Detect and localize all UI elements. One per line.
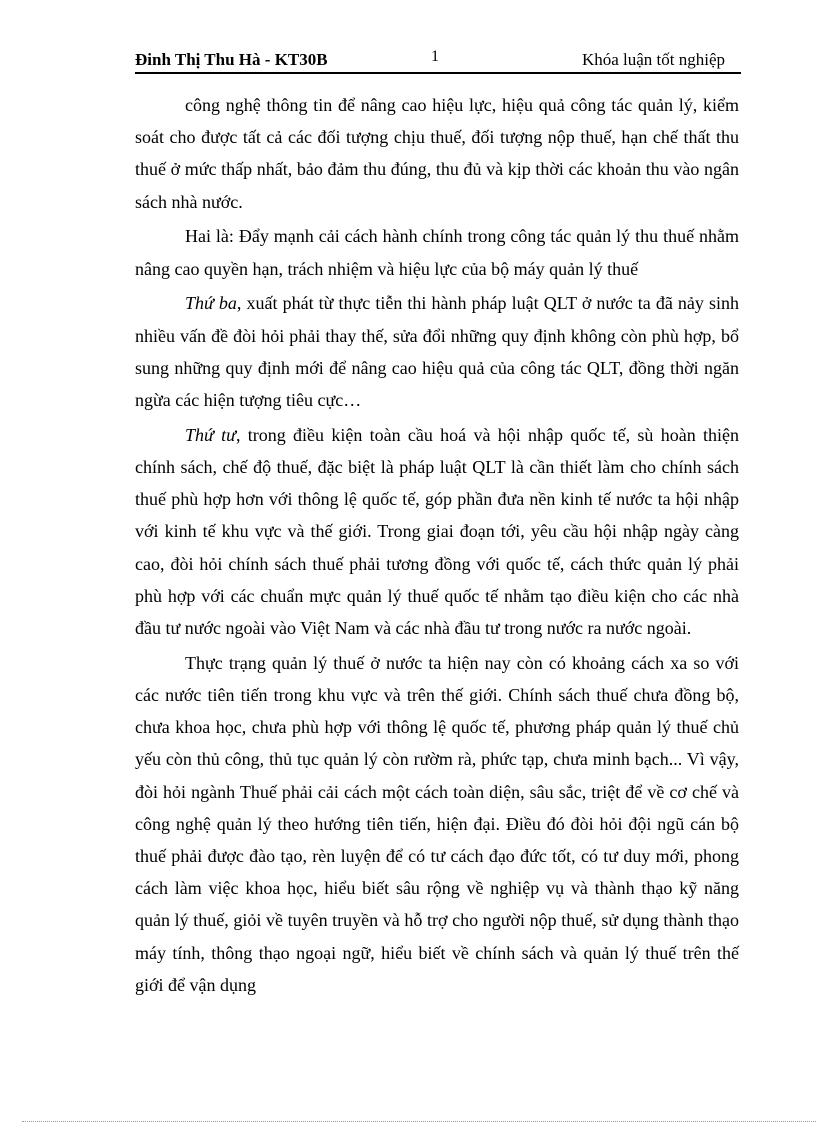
page-header: [135, 46, 741, 74]
paragraph-lead: Thứ ba: [185, 293, 237, 314]
paragraph-text: công nghệ thông tin để nâng cao hiệu lực, hiệu quả công tác quản lý, kiểm soát cho được tất cả các đối tượng chịu thuế, đối tượng nộp thuế, hạn chế thất thu thuế ở mức thấp nhất, bảo đảm thu đúng, thu đủ và kịp thời các khoản thu vào ngân sách nhà nước.: [135, 95, 739, 212]
paragraph-text: Thực trạng quản lý thuế ở nước ta hiện nay còn có khoảng cách xa so với các nước tiên tiến trong khu vực và trên thế giới. Chính sách thuế chưa đồng bộ, chưa khoa học, chưa phù hợp với thông lệ quốc tế, phương pháp quản lý thuế chủ yếu còn thủ công, thủ tục quản lý còn rườm rà, phức tạp, chưa minh bạch... Vì vậy, đòi hỏi ngành Thuế phải cải cách một cách toàn diện, sâu sắc, triệt để về cơ chế và công nghệ quản lý theo hướng tiên tiến, hiện đại. Điều đó đòi hỏi đội ngũ cán bộ thuế phải được đào tạo, rèn luyện để có tư cách đạo đức tốt, có tư duy mới, phong cách làm việc khoa học, hiểu biết sâu rộng về nghiệp vụ và thành thạo kỹ năng quản lý thuế, giỏi về tuyên truyền và hỗ trợ cho người nộp thuế, sử dụng thành thạo máy tính, thông thạo ngoại ngữ, hiểu biết về chính sách và quản lý thuế trên thế giới để vận dụng: [135, 652, 739, 995]
page-bottom-divider: [22, 1121, 816, 1122]
paragraph-text: , trong điều kiện toàn cầu hoá và hội nhập quốc tế, sù hoàn thiện chính sách, chế độ thuế, đặc biệt là pháp luật QLT là cần thiết làm cho chính sách thuế phù hợp hơn với thông lệ quốc tế, góp phần đưa nền kinh tế nước ta hội nhập với kinh tế khu vực và thế giới. Trong giai đoạn tới, yêu cầu hội nhập ngày càng cao, đòi hỏi chính sách thuế phải tương đồng với quốc tế, cách thức quản lý phải phù hợp với các chuẩn mực quản lý thuế quốc tế nhằm tạo điều kiện cho các nhà đầu tư nước ngoài vào Việt Nam và các nhà đầu tư trong nước ra nước ngoài.: [135, 424, 739, 639]
paragraph-thuc-trang: [135, 647, 739, 1001]
header-author: Đinh Thị Thu Hà - KT30B: [135, 50, 328, 69]
paragraph-hai-la: [135, 220, 739, 284]
paragraph-thu-tu: [135, 419, 739, 644]
header-doc-type: Khóa luận tốt nghiệp: [581, 50, 725, 69]
paragraph-text: , xuất phát từ thực tiễn thi hành pháp luật QLT ở nước ta đã nảy sinh nhiều vấn đề đòi hỏi phải thay thế, sửa đổi những quy định không còn phù hợp, bổ sung những quy định mới để nâng cao hiệu quả của công tác QLT, đồng thời ngăn ngừa các hiện tượng tiêu cực…: [135, 293, 740, 411]
paragraph-thu-ba: [135, 287, 739, 416]
document-body: [135, 89, 739, 1004]
paragraph-text: Hai là: Đẩy mạnh cải cách hành chính trong công tác quản lý thu thuế nhằm nâng cao quyền hạn, trách nhiệm và hiệu lực của bộ máy quản lý thuế: [135, 226, 739, 279]
paragraph-continuation: [135, 89, 739, 218]
page-number: 1: [431, 48, 439, 65]
paragraph-lead: Thứ tư: [185, 424, 236, 445]
